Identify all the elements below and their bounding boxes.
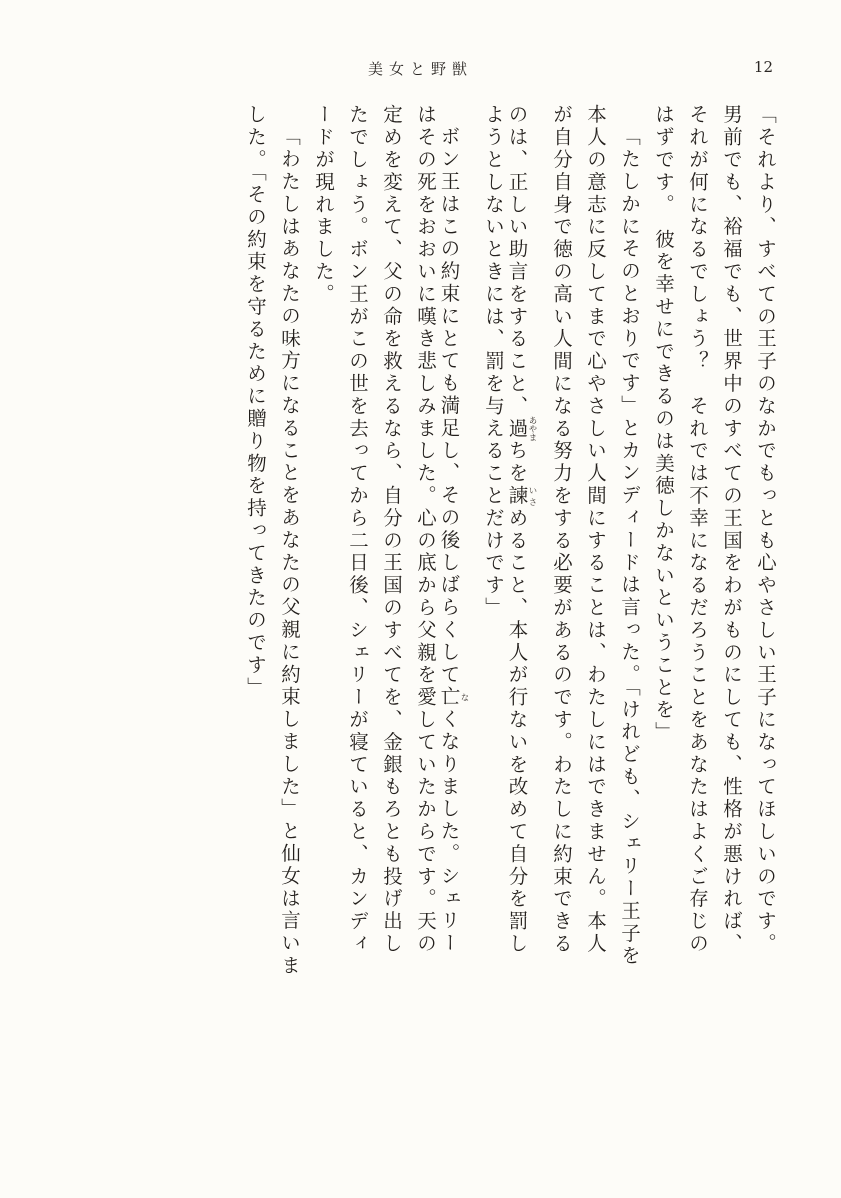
text-line: 本人の意志に反してまで心やさしい人間にすることは、わたしにはできません。本人 xyxy=(584,104,607,956)
ruby-annotation: 過あやま xyxy=(505,416,537,442)
text-line: が自分自身で徳の高い人間になる努力をする必要があるのです。わたしに約束できる xyxy=(550,104,573,956)
page-number: 12 xyxy=(753,58,773,76)
text-line: はずです。 彼を幸せにできるのは美徳しかないということを」 xyxy=(652,104,675,744)
text-line: 男前でも、裕福でも、世界中のすべての王国をわがものにしても、性格が悪ければ、 xyxy=(720,104,743,956)
text-line: はその死をおおいに嘆き悲しみました。心の底から父親を愛していたからです。天の xyxy=(414,104,437,956)
text-line: ードが現れました。 xyxy=(312,104,335,306)
page-body xyxy=(96,104,775,1144)
text-line: たでしょう。ボン王がこの世を去ってから二日後、シェリーが寝ていると、カンディ xyxy=(346,104,369,956)
text-line: ボン王はこの約束にとても満足し、その後しばらくして亡なくなりました。シェリー xyxy=(437,126,469,955)
text-line: のは、正しい助言をすること、過あやまちを諫いさめること、本人が行ないを改めて自分を罰し xyxy=(505,104,537,956)
text-line: 「たしかにそのとおりです」とカンディードは言った。「けれども、シェリー王子を xyxy=(618,126,641,968)
text-line: した。「その約束を守るために贈り物を持ってきたのです」 xyxy=(244,104,267,700)
text-line: 「それより、すべての王子のなかでもっとも心やさしい王子になってほしいのです。 xyxy=(754,104,777,956)
running-title: 美女と野獣 xyxy=(367,60,473,78)
text-line: それが何になるでしょう？ それでは不幸になるだろうことをあなたはよくご存じの xyxy=(686,104,709,956)
ruby-annotation: 諫いさ xyxy=(505,484,537,508)
text-line: 「わたしはあなたの味方になることをあなたの父親に約束しました」と仙女は言いま xyxy=(278,126,301,978)
text-line: 定めを変えて、父の命を救えるなら、自分の王国のすべてを、金銀もろとも投げ出し xyxy=(380,104,403,956)
text-line: ようとしないときには、罰を与えることだけです」 xyxy=(482,104,505,620)
page-header xyxy=(0,58,841,88)
ruby-annotation: 亡な xyxy=(437,686,469,709)
